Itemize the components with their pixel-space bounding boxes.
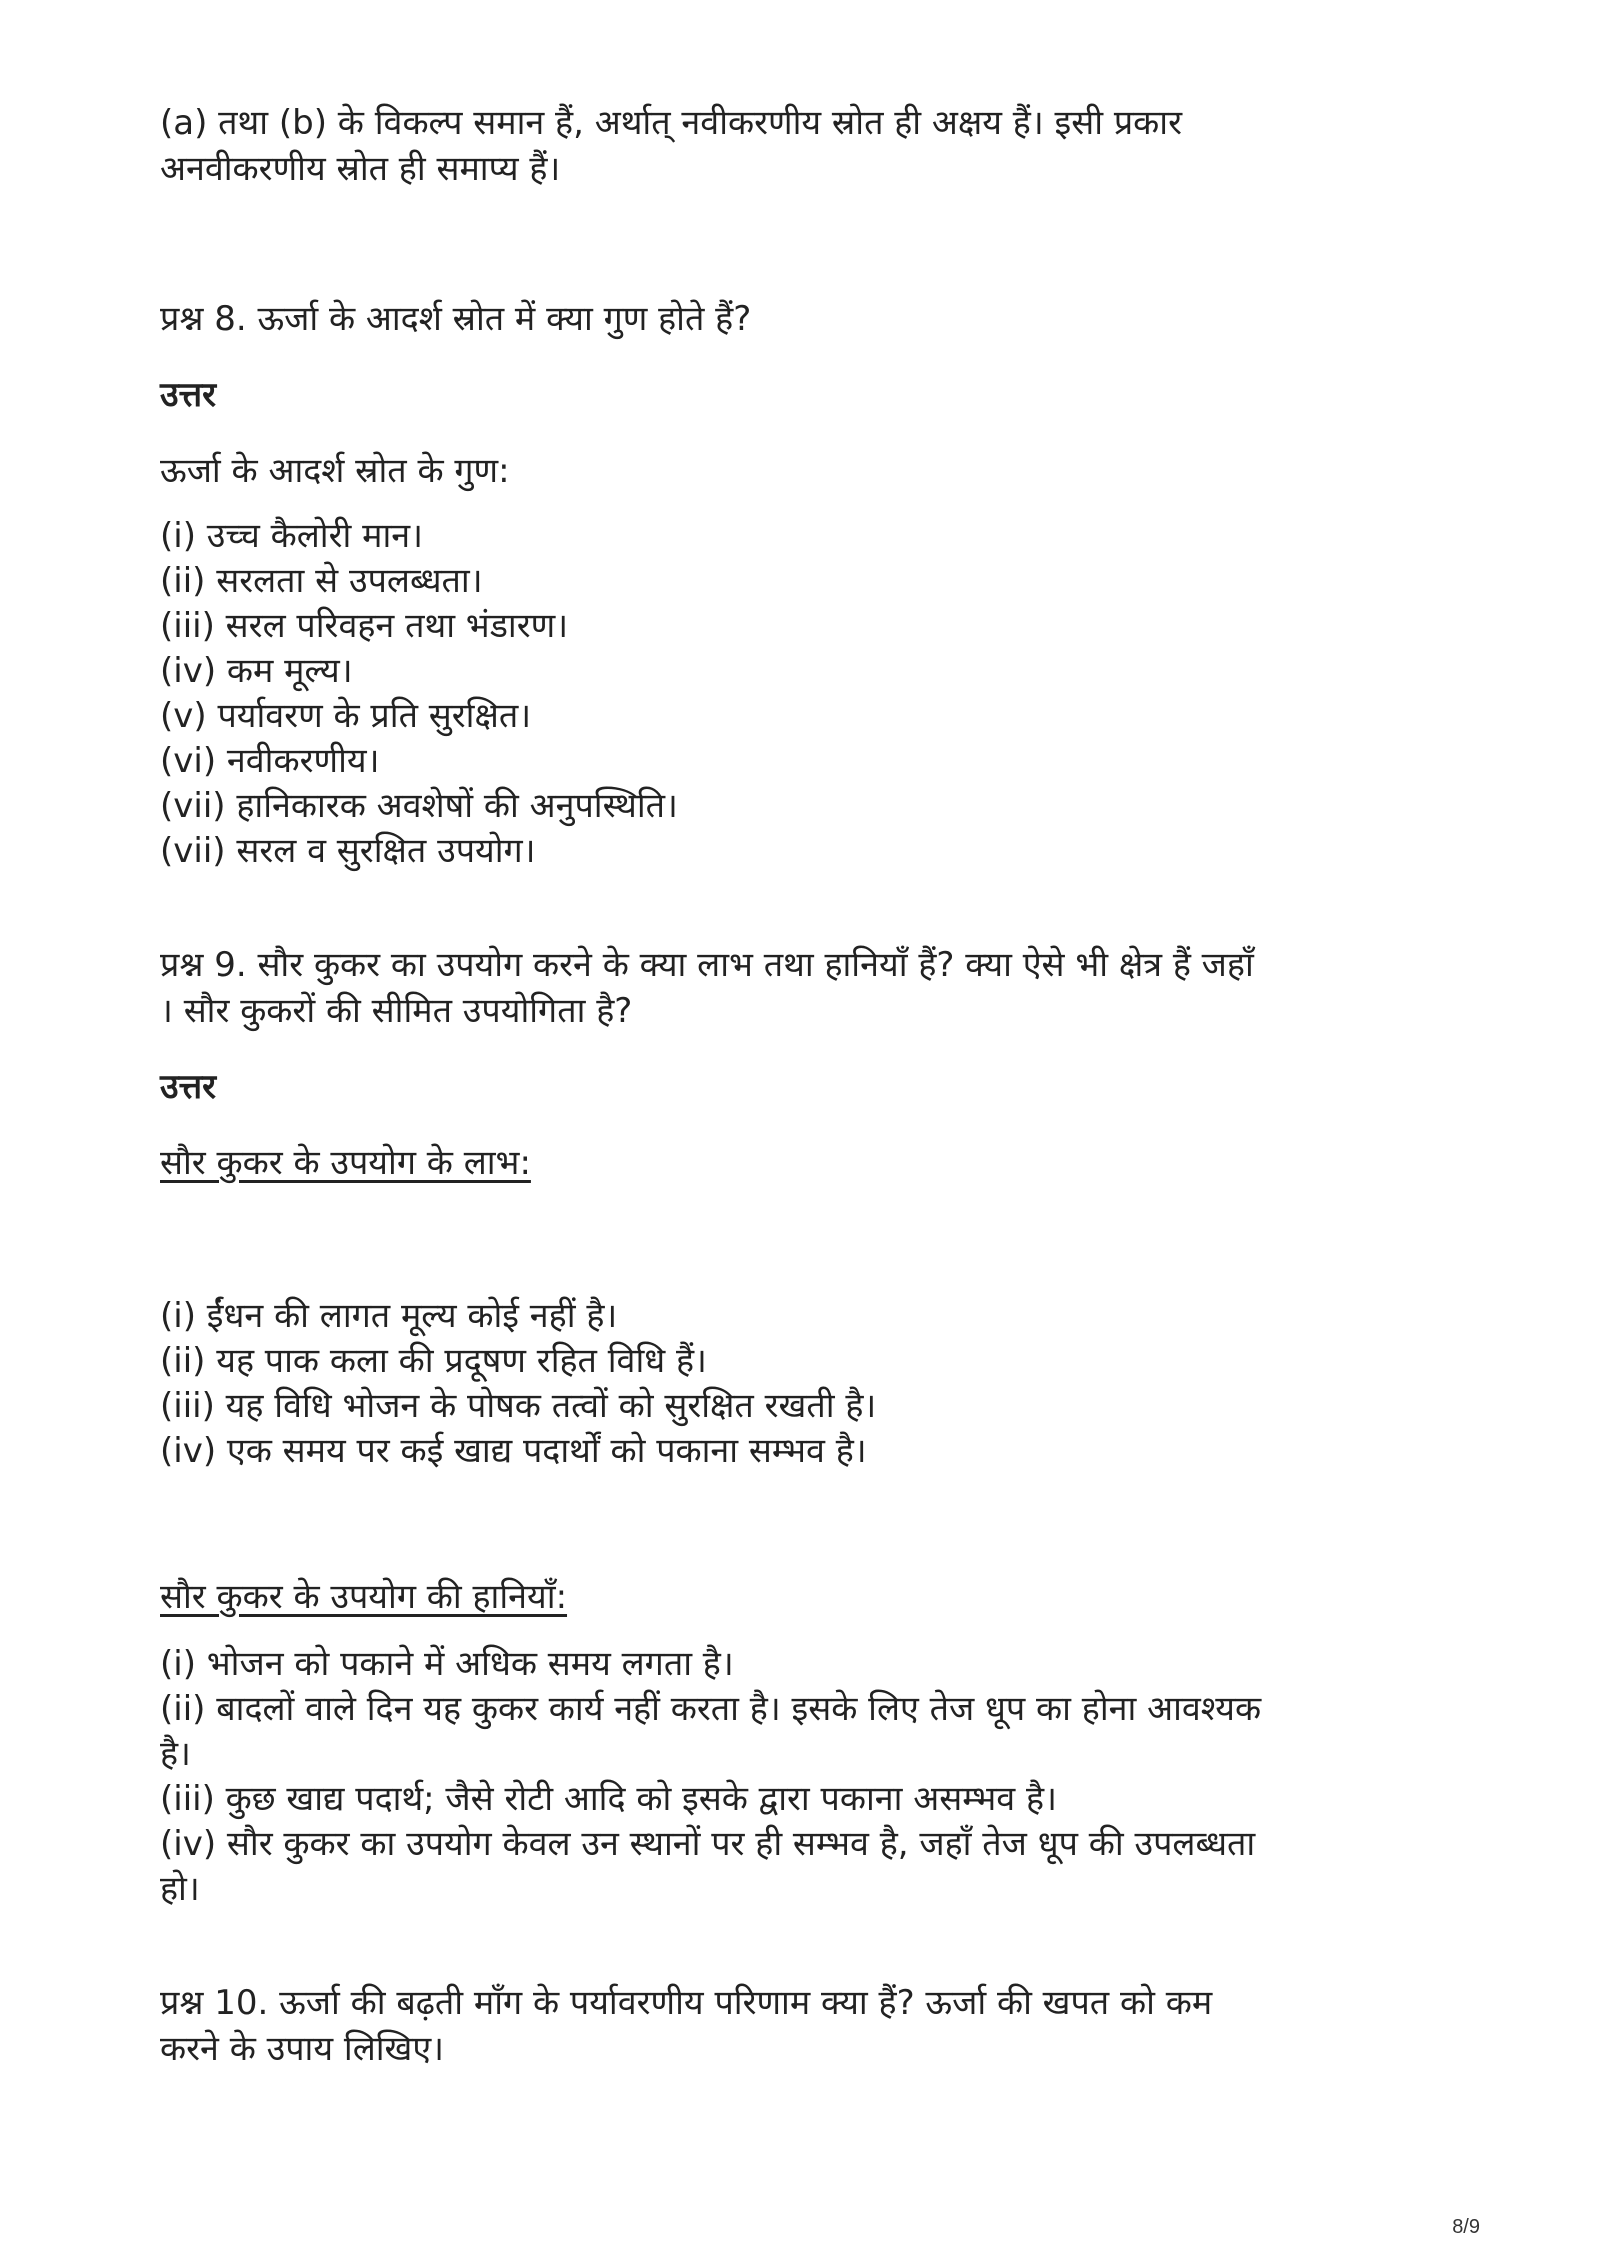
ideal-source-properties-list <box>160 514 1460 874</box>
list-item: (iii) कुछ खाद्य पदार्थ; जैसे रोटी आदि को इसके द्वारा पकाना असम्भव है। <box>160 1779 1057 1819</box>
disadvantages-heading: सौर कुकर के उपयोग की हानियाँ: <box>160 1577 568 1617</box>
answer-subheading: ऊर्जा के आदर्श स्रोत के गुण: <box>160 451 510 491</box>
list-item: (iv) एक समय पर कई खाद्य पदार्थों को पकाना सम्भव है। <box>160 1431 867 1471</box>
list-item: (iv) कम मूल्य। <box>160 651 353 691</box>
list-item: (i) उच्च कैलोरी मान। <box>160 516 424 556</box>
intro-line: (a) तथा (b) के विकल्प समान हैं, अर्थात् नवीकरणीय स्रोत ही अक्षय हैं। इसी प्रकार <box>160 103 1183 143</box>
question-8: प्रश्न 8. ऊर्जा के आदर्श स्रोत में क्या गुण होते हैं? <box>160 299 752 339</box>
question-line: प्रश्न 10. ऊर्जा की बढ़ती माँग के पर्यावरणीय परिणाम क्या हैं? ऊर्जा की खपत को कम <box>160 1983 1213 2023</box>
list-item: (ii) यह पाक कला की प्रदूषण रहित विधि हैं। <box>160 1341 707 1381</box>
list-item: (vi) नवीकरणीय। <box>160 741 380 781</box>
question-9 <box>160 942 1460 1034</box>
answer-label: उत्तर <box>160 375 217 415</box>
intro-line: अनवीकरणीय स्रोत ही समाप्य हैं। <box>160 149 561 189</box>
intro-paragraph <box>160 100 1460 192</box>
list-item: (i) भोजन को पकाने में अधिक समय लगता है। <box>160 1644 734 1684</box>
list-item: (v) पर्यावरण के प्रति सुरक्षित। <box>160 696 532 736</box>
list-item: (i) ईंधन की लागत मूल्य कोई नहीं है। <box>160 1296 618 1336</box>
list-item: हो। <box>160 1869 200 1909</box>
list-item: (ii) बादलों वाले दिन यह कुकर कार्य नहीं करता है। इसके लिए तेज धूप का होना आवश्यक <box>160 1689 1262 1729</box>
list-item: (iv) सौर कुकर का उपयोग केवल उन स्थानों पर ही सम्भव है, जहाँ तेज धूप की उपलब्धता <box>160 1824 1256 1864</box>
question-line: करने के उपाय लिखिए। <box>160 2029 445 2069</box>
page-number: 8/9 <box>1452 2216 1480 2238</box>
list-item: है। <box>160 1734 191 1774</box>
advantages-list <box>160 1294 1460 1474</box>
document-page <box>160 100 1460 2072</box>
list-item: (ii) सरलता से उपलब्धता। <box>160 561 483 601</box>
question-10 <box>160 1980 1460 2072</box>
question-line: । सौर कुकरों की सीमित उपयोगिता है? <box>160 991 633 1031</box>
list-item: (iii) सरल परिवहन तथा भंडारण। <box>160 606 569 646</box>
answer-label: उत्तर <box>160 1067 217 1107</box>
disadvantages-list <box>160 1642 1460 1912</box>
list-item: (vii) हानिकारक अवशेषों की अनुपस्थिति। <box>160 786 678 826</box>
list-item: (iii) यह विधि भोजन के पोषक तत्वों को सुरक्षित रखती है। <box>160 1386 877 1426</box>
list-item: (vii) सरल व सुरक्षित उपयोग। <box>160 831 536 871</box>
question-line: प्रश्न 9. सौर कुकर का उपयोग करने के क्या लाभ तथा हानियाँ हैं? क्या ऐसे भी क्षेत्र हैं जहाँ <box>160 945 1254 985</box>
advantages-heading: सौर कुकर के उपयोग के लाभ: <box>160 1143 531 1183</box>
